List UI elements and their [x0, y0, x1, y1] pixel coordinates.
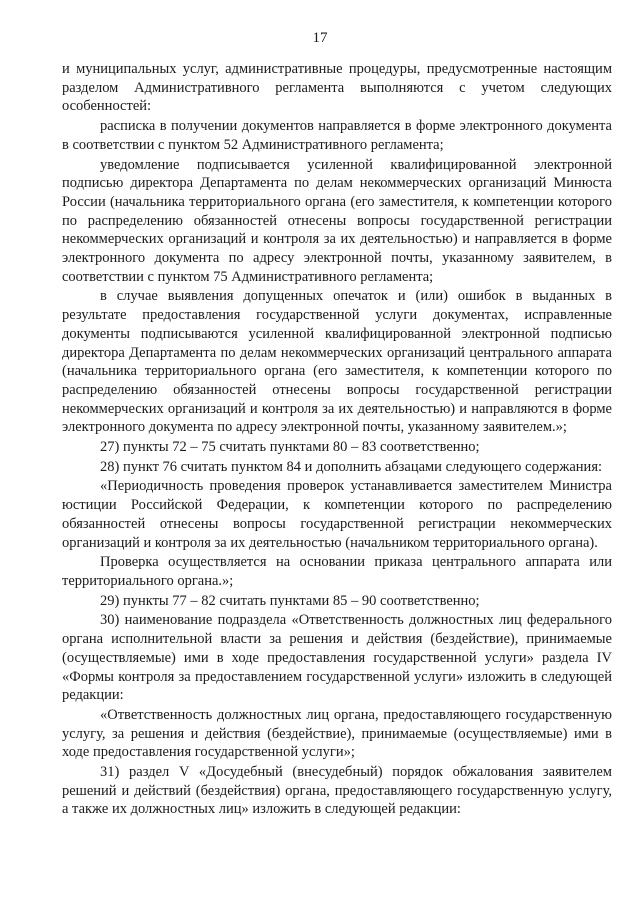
paragraph-4: в случае выявления допущенных опечаток и (или) ошибок в выданных в результате предоставления государственной услуги документах, исправленные документы подписываются усиленной квалифицированной электронной подписью директора Департамента по делам некоммерческих организаций центрального аппарата (начальника территориального органа (его заместителя, к компетенции которого по распределению обязанностей отнесены вопросы государственной регистрации некоммерческих организаций и контроля за их деятельностью) и направляются в форме электронного документа по адресу электронной почты, указанному заявителем.»;: [62, 288, 612, 436]
paragraph-3: уведомление подписывается усиленной квалифицированной электронной подписью директора Департамента по делам некоммерческих организаций Минюста России (начальника территориального органа (его заместителя, к компетенции которого по распределению обязанностей отнесены вопросы государственной регистрации некоммерческих организаций и контроля за их деятельностью) и направляется в форме электронного документа по адресу электронной почты, указанному заявителем, в соответствии с пунктом 75 Административного регламента;: [62, 156, 612, 285]
paragraph-6: 28) пункт 76 считать пунктом 84 и дополнить абзацами следующего содержания:: [100, 458, 603, 475]
paragraph-9: 29) пункты 77 – 82 считать пунктами 85 – 90 соответственно;: [100, 592, 480, 609]
document-body: [62, 60, 612, 820]
paragraph-5: 27) пункты 72 – 75 считать пунктами 80 – 83 соответственно;: [100, 439, 480, 456]
paragraph-1: и муниципальных услуг, административные процедуры, предусмотренные настоящим разделом Административного регламента выполняются с учетом следующих особенностей:: [62, 61, 612, 115]
paragraph-10: 30) наименование подраздела «Ответственность должностных лиц федерального органа исполнительной власти за решения и действия (бездействие), принимаемые (осуществляемые) ими в ходе предоставления государственной услуги» раздела IV «Формы контроля за предоставлением государственной услуги» изложить в следующей редакции:: [62, 612, 612, 704]
page-number: 17: [312, 30, 328, 46]
paragraph-11: «Ответственность должностных лиц органа, предоставляющего государственную услугу, за решения и действия (бездействие), принимаемые (осуществляемые) ими в ходе предоставления государственной услуги»;: [62, 706, 612, 761]
paragraph-7: «Периодичность проведения проверок устанавливается заместителем Министра юстиции Российской Федерации, к компетенции которого по распределению обязанностей отнесены вопросы государственной регистрации некоммерческих организаций и контроля за их деятельностью (начальником территориального органа).: [62, 478, 612, 551]
paragraph-8: Проверка осуществляется на основании приказа центрального аппарата или территориального органа.»;: [62, 554, 612, 589]
paragraph-12: 31) раздел V «Досудебный (внесудебный) порядок обжалования заявителем решений и действий (бездействия) органа, предоставляющего государственную услугу, а также их должностных лиц» изложить в следующей редакции:: [62, 764, 612, 818]
paragraph-2: расписка в получении документов направляется в форме электронного документа в соответствии с пунктом 52 Административного регламента;: [62, 118, 612, 153]
